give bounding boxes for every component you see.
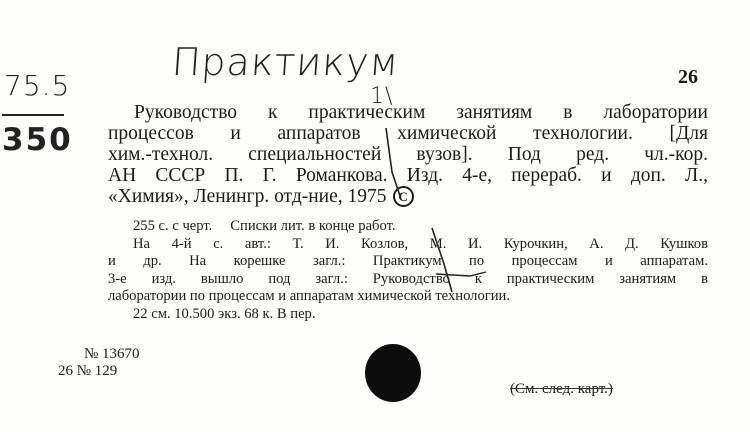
page-number: 26 [678,66,698,88]
punch-hole [365,344,421,402]
handwritten-class-number: 75.5 [4,69,71,102]
handwritten-mark: 1\ [370,84,394,109]
notes-block [108,218,708,323]
bibliography-note: Списки лит. в конце работ. [230,218,396,234]
see-next-card: (См. след. карт.) [510,381,613,397]
handwritten-title: Практикум [170,40,401,84]
main-line: хим.-технол. специальностей вузов]. Под ред. чл.-кор. [108,144,708,165]
main-entry [108,102,708,207]
collation: 255 с. с черт. [133,218,213,234]
main-line-last [108,186,708,207]
handwritten-inventory-number: 350 [2,122,73,158]
collation-line [108,218,708,236]
main-line: АН СССР П. Г. Романкова. Изд. 4-е, перераб. и доп. Л., [108,165,708,186]
notes-line: лаборатории по процессам и аппаратам химической технологии. [108,288,511,304]
price-line: 22 см. 10.500 экз. 68 к. В пер. [133,305,316,322]
main-line-text: «Химия», Ленингр. отд-ние, 1975 [108,186,387,207]
main-line: Руководство к практическим занятиям в лаборатории [134,102,708,123]
registration-number: № 13670 [84,346,140,362]
registration-number: 26 № 129 [58,363,118,379]
notes-line: 3-е изд. вышло под загл.: Руководство к практическим занятиям в [108,270,708,287]
copyright-icon: С [393,186,414,207]
handwritten-underline [2,114,64,116]
notes-line: и др. На корешке загл.: Практикум по процессам и аппаратам. [108,253,708,269]
registration-numbers [58,346,140,380]
notes-line: На 4-й с. авт.: Т. И. Козлов, М. И. Курочкин, А. Д. Кушков [133,235,708,252]
main-line: процессов и аппаратов химической технологии. [Для [108,123,708,144]
